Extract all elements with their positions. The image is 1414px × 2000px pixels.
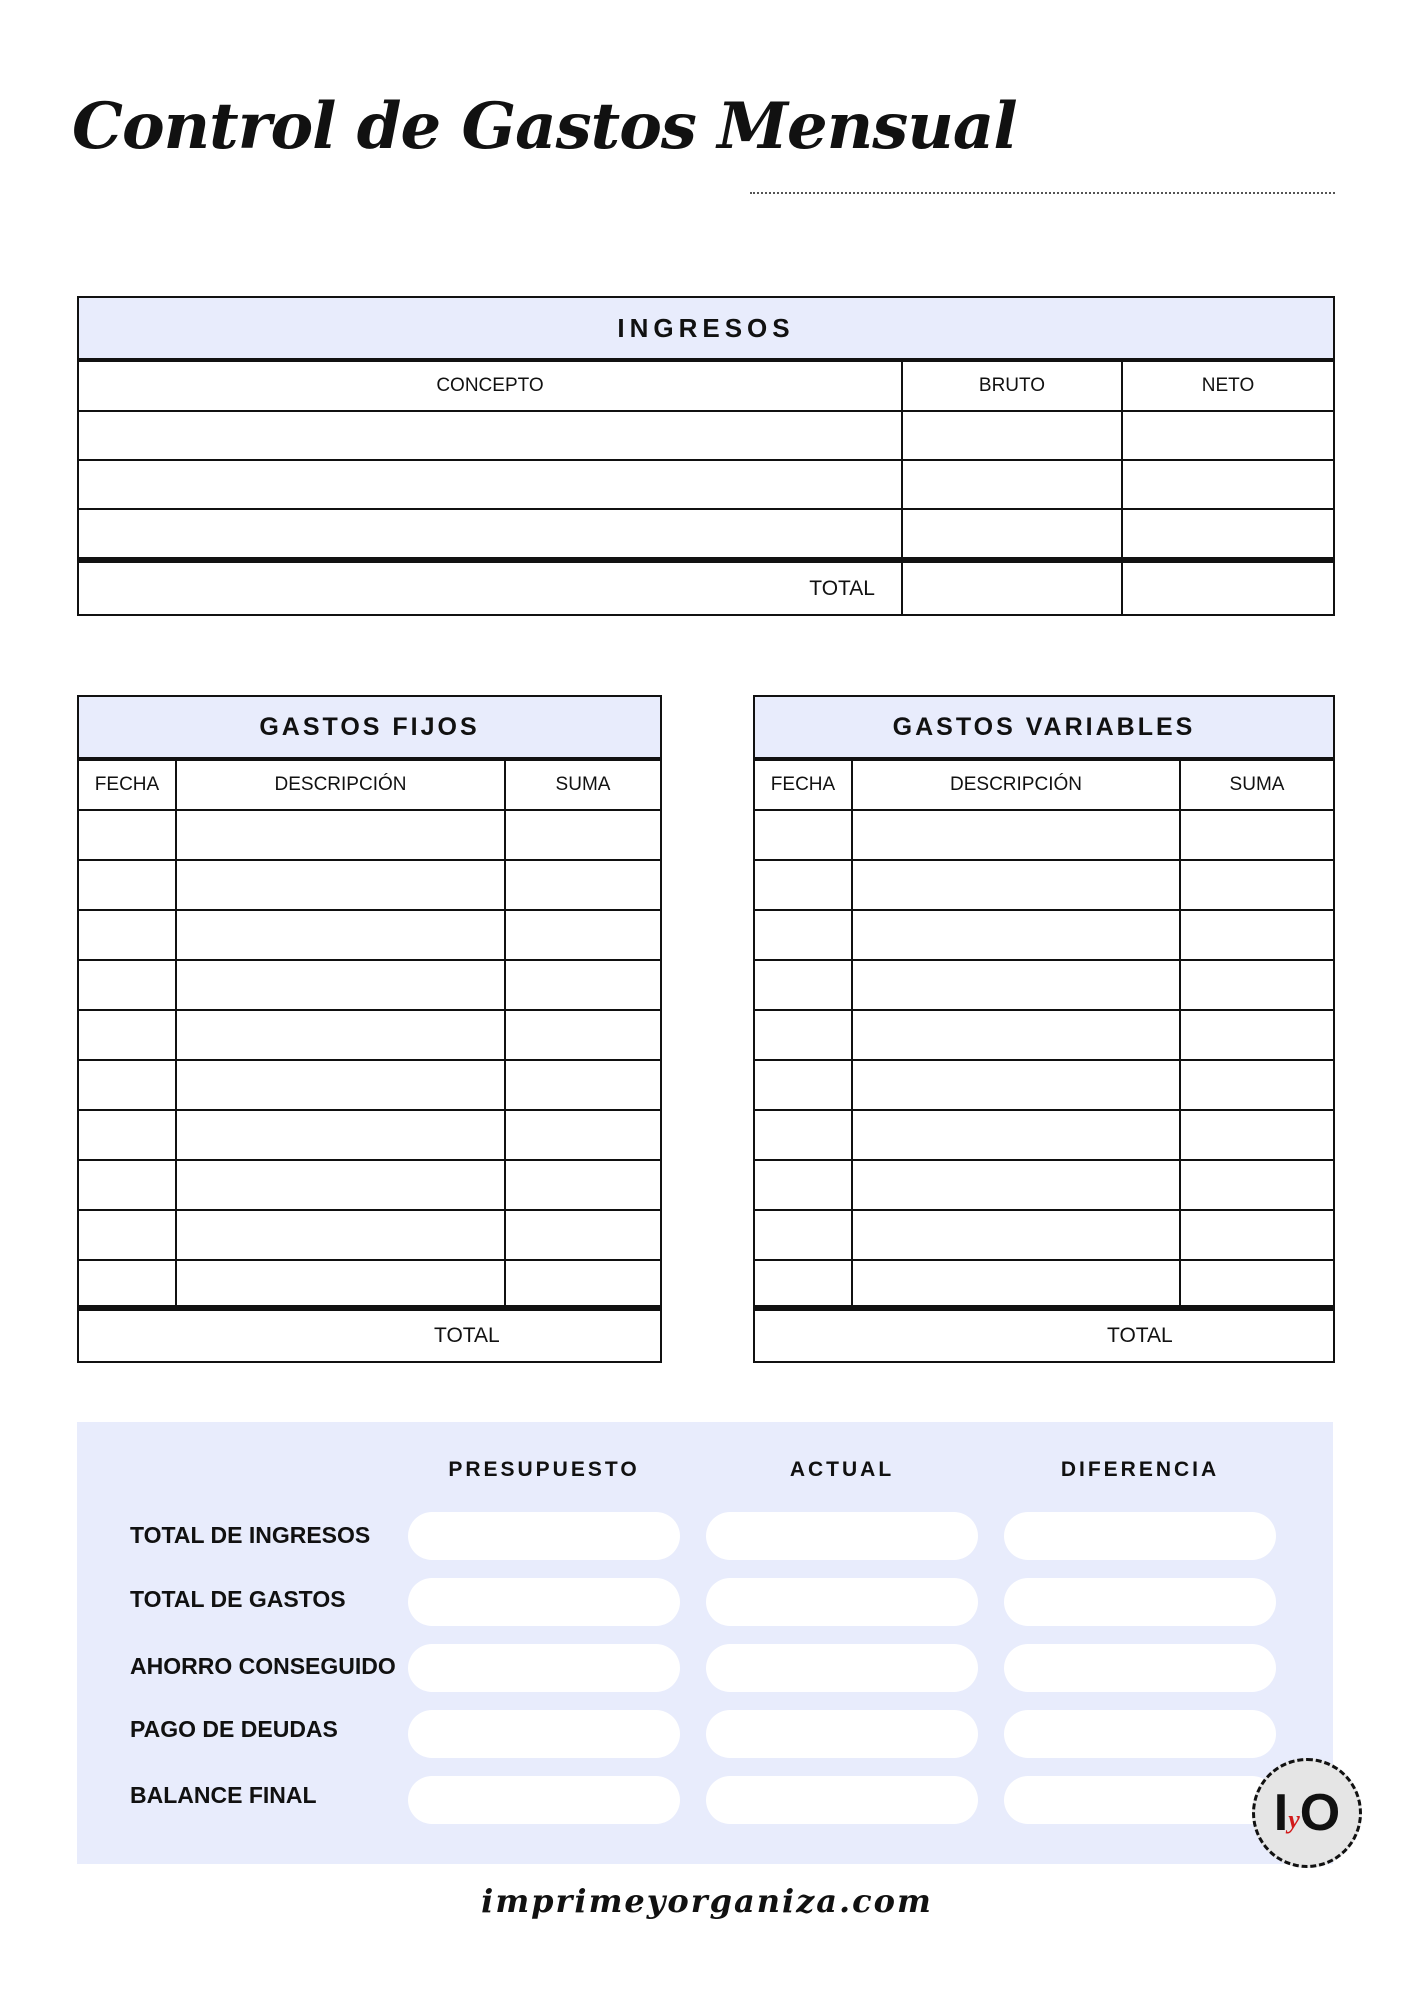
total-label: TOTAL: [79, 563, 903, 614]
table-row: [755, 1161, 1333, 1211]
table-row: [79, 1161, 660, 1211]
fecha-cell[interactable]: [79, 1011, 177, 1059]
fecha-cell[interactable]: [755, 1111, 853, 1159]
fecha-cell[interactable]: [79, 911, 177, 959]
diferencia-gastos-field[interactable]: [1004, 1578, 1276, 1626]
suma-cell[interactable]: [506, 1211, 660, 1259]
descripcion-cell[interactable]: [177, 911, 506, 959]
footer-website[interactable]: imprimeyorganiza.com: [481, 1882, 933, 1920]
column-header-suma: SUMA: [555, 774, 611, 795]
bruto-total-cell[interactable]: [903, 563, 1123, 614]
suma-cell[interactable]: [1181, 1211, 1333, 1259]
fecha-cell[interactable]: [79, 1211, 177, 1259]
fecha-cell[interactable]: [755, 1161, 853, 1209]
descripcion-cell[interactable]: [853, 1211, 1181, 1259]
table-row: [755, 1261, 1333, 1307]
suma-cell[interactable]: [1181, 911, 1333, 959]
suma-cell[interactable]: [1181, 1111, 1333, 1159]
neto-cell[interactable]: [1123, 412, 1333, 459]
concepto-cell[interactable]: [79, 461, 903, 508]
descripcion-cell[interactable]: [177, 1261, 506, 1305]
descripcion-cell[interactable]: [177, 1061, 506, 1109]
column-header-neto: NETO: [1201, 375, 1255, 396]
descripcion-cell[interactable]: [177, 1011, 506, 1059]
table-row: [755, 1061, 1333, 1111]
descripcion-cell[interactable]: [177, 1161, 506, 1209]
title-date-line[interactable]: [750, 192, 1335, 194]
table-row: [755, 861, 1333, 911]
concepto-cell[interactable]: [79, 510, 903, 557]
diferencia-deudas-field[interactable]: [1004, 1710, 1276, 1758]
column-header-concepto: CONCEPTO: [79, 362, 903, 410]
diferencia-ingresos-field[interactable]: [1004, 1512, 1276, 1560]
table-row: [79, 961, 660, 1011]
column-header-fecha: FECHA: [755, 761, 853, 809]
suma-cell[interactable]: [1181, 1011, 1333, 1059]
fecha-cell[interactable]: [79, 861, 177, 909]
presupuesto-ingresos-field[interactable]: [408, 1512, 680, 1560]
fecha-cell[interactable]: [755, 961, 853, 1009]
gastos-fijos-total-row: [79, 1307, 660, 1361]
fecha-cell[interactable]: [755, 1061, 853, 1109]
concepto-cell[interactable]: [79, 412, 903, 459]
descripcion-cell[interactable]: [853, 1061, 1181, 1109]
fecha-cell[interactable]: [755, 1211, 853, 1259]
neto-total-cell[interactable]: [1123, 563, 1333, 614]
suma-cell[interactable]: [1181, 1261, 1333, 1305]
bruto-cell[interactable]: [903, 412, 1123, 459]
table-row: [79, 461, 1333, 510]
neto-cell[interactable]: [1123, 510, 1333, 557]
table-row: [79, 1111, 660, 1161]
table-row: [79, 412, 1333, 461]
descripcion-cell[interactable]: [853, 1161, 1181, 1209]
presupuesto-deudas-field[interactable]: [408, 1710, 680, 1758]
actual-deudas-field[interactable]: [706, 1710, 978, 1758]
presupuesto-ahorro-field[interactable]: [408, 1644, 680, 1692]
fecha-cell[interactable]: [755, 911, 853, 959]
table-row: [755, 911, 1333, 961]
column-header-fecha: FECHA: [79, 761, 177, 809]
table-row: [79, 911, 660, 961]
descripcion-cell[interactable]: [853, 1111, 1181, 1159]
fecha-cell[interactable]: [79, 1061, 177, 1109]
fecha-cell[interactable]: [79, 961, 177, 1009]
column-header-descripcion: DESCRIPCIÓN: [853, 761, 1181, 809]
descripcion-cell[interactable]: [177, 961, 506, 1009]
descripcion-cell[interactable]: [853, 1011, 1181, 1059]
actual-ahorro-field[interactable]: [706, 1644, 978, 1692]
logo-letter-i: I: [1273, 1784, 1289, 1842]
table-row: [79, 811, 660, 861]
suma-cell[interactable]: [506, 911, 660, 959]
suma-cell[interactable]: [1181, 961, 1333, 1009]
gastos-variables-table: [753, 695, 1335, 1363]
summary-header-actual: ACTUAL: [789, 1458, 895, 1481]
actual-balance-field[interactable]: [706, 1776, 978, 1824]
ingresos-table: [77, 296, 1335, 616]
fecha-cell[interactable]: [79, 1261, 177, 1305]
summary-header-presupuesto: PRESUPUESTO: [448, 1458, 640, 1481]
table-row: [755, 1211, 1333, 1261]
gastos-variables-total-row: [755, 1307, 1333, 1361]
page-title: Control de Gastos Mensual: [72, 89, 1017, 164]
table-row: [755, 1011, 1333, 1061]
descripcion-cell[interactable]: [853, 961, 1181, 1009]
descripcion-cell[interactable]: [853, 1261, 1181, 1305]
fecha-cell[interactable]: [755, 811, 853, 859]
logo-letter-y: y: [1288, 1805, 1300, 1834]
fecha-cell[interactable]: [79, 1111, 177, 1159]
actual-ingresos-field[interactable]: [706, 1512, 978, 1560]
bruto-cell[interactable]: [903, 461, 1123, 508]
brand-logo: [1252, 1758, 1362, 1868]
logo-letter-o: O: [1299, 1784, 1341, 1842]
suma-cell[interactable]: [506, 811, 660, 859]
table-row: [79, 1061, 660, 1111]
descripcion-cell[interactable]: [177, 1111, 506, 1159]
column-header-descripcion: DESCRIPCIÓN: [177, 761, 506, 809]
suma-cell[interactable]: [1181, 1061, 1333, 1109]
suma-cell[interactable]: [506, 861, 660, 909]
descripcion-cell[interactable]: [853, 911, 1181, 959]
table-row: [79, 1011, 660, 1061]
column-header-bruto: BRUTO: [903, 362, 1123, 410]
fecha-cell[interactable]: [79, 811, 177, 859]
summary-panel: [77, 1422, 1333, 1864]
summary-label-pago-deudas: PAGO DE DEUDAS: [130, 1716, 338, 1742]
descripcion-cell[interactable]: [853, 861, 1181, 909]
summary-label-total-gastos: TOTAL DE GASTOS: [130, 1586, 346, 1612]
descripcion-cell[interactable]: [177, 811, 506, 859]
table-row: [79, 861, 660, 911]
total-label: TOTAL: [1107, 1324, 1173, 1347]
ingresos-header: INGRESOS: [79, 298, 1333, 362]
actual-gastos-field[interactable]: [706, 1578, 978, 1626]
neto-cell[interactable]: [1123, 461, 1333, 508]
presupuesto-gastos-field[interactable]: [408, 1578, 680, 1626]
table-row: [755, 961, 1333, 1011]
ingresos-total-row: [79, 559, 1333, 614]
descripcion-cell[interactable]: [177, 1211, 506, 1259]
fecha-cell[interactable]: [79, 1161, 177, 1209]
fecha-cell[interactable]: [755, 861, 853, 909]
diferencia-ahorro-field[interactable]: [1004, 1644, 1276, 1692]
column-header-suma: SUMA: [1229, 774, 1285, 795]
gastos-fijos-header: GASTOS FIJOS: [79, 697, 660, 761]
suma-cell[interactable]: [1181, 811, 1333, 859]
table-row: [79, 510, 1333, 559]
gastos-fijos-column-headers: [79, 761, 660, 811]
suma-cell[interactable]: [506, 1061, 660, 1109]
gastos-variables-column-headers: [755, 761, 1333, 811]
summary-label-total-ingresos: TOTAL DE INGRESOS: [130, 1522, 371, 1548]
gastos-fijos-table: [77, 695, 662, 1363]
suma-cell[interactable]: [506, 1011, 660, 1059]
suma-cell[interactable]: [506, 961, 660, 1009]
descripcion-cell[interactable]: [177, 861, 506, 909]
ingresos-column-headers: [79, 362, 1333, 412]
presupuesto-balance-field[interactable]: [408, 1776, 680, 1824]
table-row: [755, 811, 1333, 861]
descripcion-cell[interactable]: [853, 811, 1181, 859]
fecha-cell[interactable]: [755, 1011, 853, 1059]
summary-header-diferencia: DIFERENCIA: [1060, 1458, 1220, 1481]
bruto-cell[interactable]: [903, 510, 1123, 557]
gastos-variables-header: GASTOS VARIABLES: [755, 697, 1333, 761]
suma-cell[interactable]: [1181, 1161, 1333, 1209]
table-row: [79, 1261, 660, 1307]
suma-cell[interactable]: [506, 1161, 660, 1209]
fecha-cell[interactable]: [755, 1261, 853, 1305]
suma-cell[interactable]: [1181, 861, 1333, 909]
total-label: TOTAL: [434, 1324, 500, 1347]
summary-label-ahorro: AHORRO CONSEGUIDO: [130, 1653, 396, 1679]
table-row: [755, 1111, 1333, 1161]
diferencia-balance-field[interactable]: [1004, 1776, 1276, 1824]
summary-label-balance-final: BALANCE FINAL: [130, 1782, 317, 1808]
table-row: [79, 1211, 660, 1261]
suma-cell[interactable]: [506, 1261, 660, 1305]
suma-cell[interactable]: [506, 1111, 660, 1159]
